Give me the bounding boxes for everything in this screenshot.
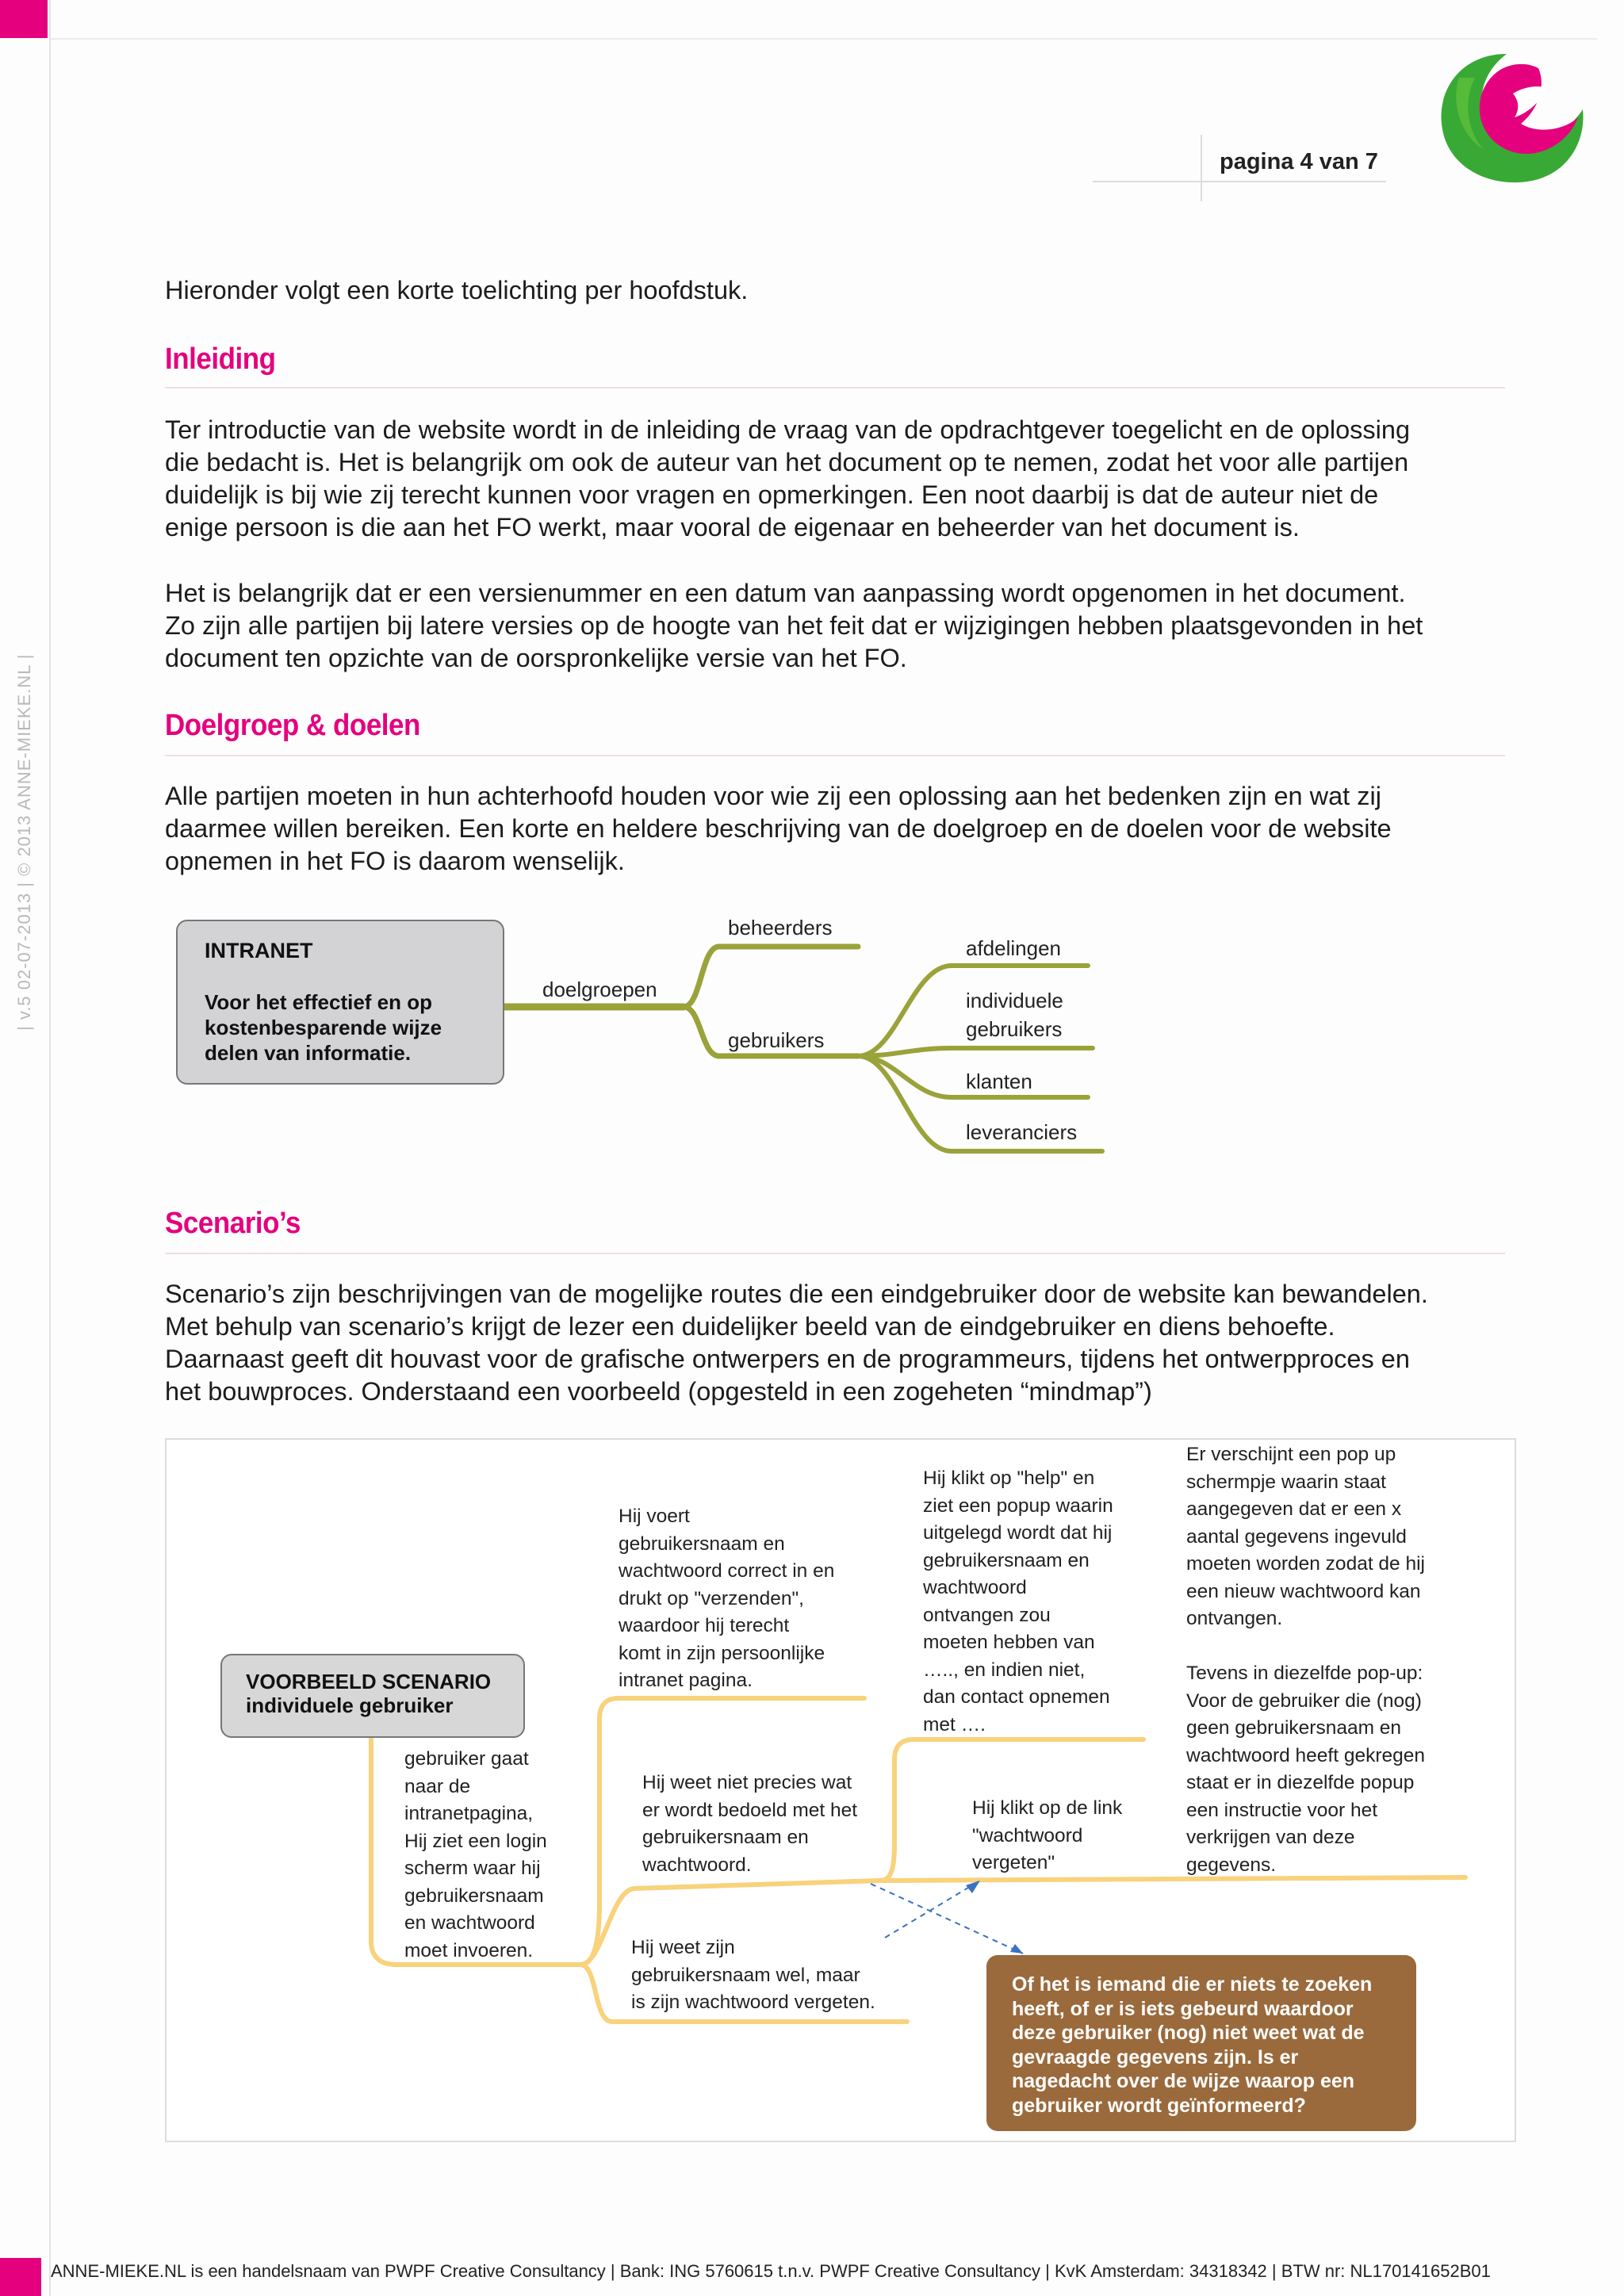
text-line: gebruikersnaam [404, 1885, 544, 1907]
text-line: Voor het effectief en op [205, 990, 432, 1014]
text-line: "wachtwoord [972, 1824, 1083, 1846]
text-line: Of het is iemand die er niets te zoeken [1012, 1973, 1373, 1996]
page-number: pagina 4 van 7 [1220, 149, 1378, 174]
text-line: een instructie voor het [1186, 1799, 1378, 1821]
text-line: individuele [966, 989, 1063, 1012]
text-line: daarmee willen bereiken. Een korte en heldere beschrijving van de doelgroep en de doelen voor de website [165, 814, 1392, 843]
text-line: Hij klikt op "help" en [923, 1468, 1095, 1489]
text-line: Er verschijnt een pop up [1186, 1444, 1396, 1465]
text-line: Hij ziet een login [404, 1830, 547, 1852]
text-line: opnemen in het FO is daarom wenselijk. [165, 847, 625, 875]
text-line: nagedacht over de wijze waarop een [1012, 2070, 1355, 2092]
paragraph [165, 1278, 1513, 1408]
text-line: er wordt bedoeld met het [642, 1799, 858, 1821]
label-klanten: klanten [966, 1070, 1032, 1093]
text-line: het bouwproces. Onderstaand een voorbeeld (opgesteld in een zogeheten “mindmap”) [165, 1377, 1152, 1406]
text-line: schermpje waarin staat [1186, 1471, 1386, 1493]
text-line: Met behulp van scenario’s krijgt de lezer een duidelijker beeld van de eindgebruiker en diens behoefte. [165, 1312, 1335, 1341]
text-line: Tevens in diezelfde pop-up: [1186, 1663, 1423, 1684]
version-side-text: | v.5 02-07-2013 | © 2013 ANNE-MIEKE.NL | [14, 653, 34, 1031]
text-line: intranetpagina, [404, 1803, 534, 1824]
text-line: VOORBEELD SCENARIO [246, 1670, 492, 1693]
logo-icon [1427, 46, 1586, 193]
text-line: ontvangen. [1186, 1608, 1283, 1629]
node-correct-login [619, 1503, 834, 1695]
text-line: met …. [923, 1713, 986, 1735]
heading-scenarios: Scenario’s [165, 1207, 301, 1240]
text-line: naar de [404, 1775, 471, 1797]
text-line: document ten opzichte van de oorspronkelijke versie van het FO. [165, 644, 907, 672]
question-callout [986, 1955, 1416, 2131]
label-leveranciers: leveranciers [966, 1120, 1078, 1144]
text-line: gevraagde gegevens zijn. Is er [1012, 2045, 1299, 2068]
node-help [923, 1465, 1113, 1739]
text-line: dan contact opnemen [923, 1686, 1110, 1708]
text-line: gebruikersnaam en [619, 1533, 785, 1555]
text-line: moeten worden zodat de hij [1186, 1553, 1425, 1575]
text-line: drukt op "verzenden", [619, 1587, 804, 1609]
corner-accent-bottom [0, 2258, 41, 2296]
label-afdelingen: afdelingen [966, 936, 1061, 960]
text-line: gebruiker gaat [404, 1748, 529, 1770]
text-line: uitgelegd wordt dat hij [923, 1522, 1113, 1544]
node-start [404, 1746, 547, 1965]
intranet-title: INTRANET [205, 939, 313, 962]
text-line: gegevens. [1186, 1854, 1277, 1876]
text-line: gebruikers [966, 1017, 1063, 1041]
text-line: Zo zijn alle partijen bij latere versies op de hoogte van het feit dat er wijzigingen hebben plaatsgevonden in het [165, 611, 1423, 640]
text-line: Daarnaast geeft dit houvast voor de grafische ontwerpers en de programmeurs, tijdens het ontwerpproces en [165, 1345, 1410, 1373]
text-line: wachtwoord [923, 1577, 1027, 1598]
text-line: Hij klikt op de link [972, 1797, 1123, 1819]
footer-text: ANNE-MIEKE.NL is een handelsnaam van PWPF Creative Consultancy | Bank: ING 5760615 t.n.v. PWPF Creative Consultancy | KvK Amsterdam: 34318342 | BTW nr: NL170141652B01 [51, 2261, 1491, 2281]
text-line: delen van informatie. [205, 1041, 412, 1065]
text-line: Ter introductie van de website wordt in de inleiding de vraag van de opdrachtgever toegelicht en de oplossing [165, 415, 1411, 444]
node-forgot-password [631, 1934, 875, 2017]
paragraph [165, 577, 1513, 675]
text-line: moeten hebben van [923, 1632, 1095, 1653]
text-line: individuele gebruiker [246, 1693, 454, 1717]
text-line: Alle partijen moeten in hun achterhoofd houden voor wie zij een oplossing aan het bedenken zijn en wat zij [165, 782, 1381, 810]
label-individuele-gebruikers [966, 988, 1063, 1042]
page-number-rule [1093, 181, 1386, 182]
corner-accent-top [0, 0, 48, 38]
text-line: Hij weet niet precies wat [642, 1772, 852, 1793]
text-line: heeft, of er is iets gebeurd waardoor [1012, 1997, 1354, 2020]
text-line: ontvangen zou [923, 1604, 1051, 1626]
text-line: en wachtwoord [404, 1912, 535, 1934]
text-line: ….., en indien niet, [923, 1659, 1086, 1681]
text-line: Voor de gebruiker die (nog) [1186, 1689, 1422, 1712]
text-line: komt in zijn persoonlijke [619, 1642, 825, 1664]
heading-rule [165, 387, 1505, 388]
text-line: Hij weet zijn [631, 1937, 735, 1958]
paragraph [165, 414, 1513, 544]
node-forgot-link [972, 1795, 1122, 1877]
heading-inleiding: Inleiding [165, 342, 276, 376]
text-line: ziet een popup waarin [923, 1494, 1113, 1517]
text-line: een nieuw wachtwoord kan [1186, 1580, 1421, 1602]
text-line: deze gebruiker (nog) niet weet wat de [1012, 2022, 1365, 2044]
text-line: vergeten" [972, 1852, 1055, 1873]
text-line: Scenario’s zijn beschrijvingen van de mogelijke routes die een eindgebruiker door de website kan bewandelen. [165, 1280, 1428, 1308]
text-line: geen gebruikersnaam en [1186, 1717, 1402, 1739]
label-doelgroepen: doelgroepen [542, 978, 657, 1001]
intranet-box [176, 920, 504, 1085]
scenario-box [220, 1654, 525, 1738]
text-line: aangegeven dat er een x [1186, 1498, 1402, 1520]
intro-text: Hieronder volgt een korte toelichting per hoofdstuk. [165, 276, 749, 304]
label-gebruikers: gebruikers [728, 1028, 825, 1052]
left-margin-rule [49, 0, 51, 2296]
label-beheerders: beheerders [728, 916, 833, 939]
text-line: scherm waar hij [404, 1858, 541, 1879]
text-line: wachtwoord. [642, 1854, 752, 1876]
text-line: die bedacht is. Het is belangrijk om ook de auteur van het document op te nemen, zodat het voor alle partijen [165, 448, 1409, 476]
text-line: waardoor hij terecht [619, 1615, 790, 1636]
top-margin-rule [51, 38, 1597, 40]
heading-rule [165, 755, 1505, 756]
heading-doelgroep: Doelgroep & doelen [165, 709, 420, 742]
question-text [1012, 1973, 1400, 2118]
scenario-title [246, 1670, 491, 1717]
text-line: kostenbesparende wijze [205, 1016, 442, 1039]
text-line: gebruikersnaam wel, maar [631, 1964, 860, 1986]
text-line: verkrijgen van deze [1186, 1827, 1355, 1848]
paragraph [165, 780, 1513, 878]
text-line: is zijn wachtwoord vergeten. [631, 1992, 875, 2013]
text-line: Het is belangrijk dat er een versienummer en een datum van aanpassing wordt opgenomen in het document. [165, 579, 1406, 607]
node-popup [1186, 1441, 1425, 1879]
intranet-description [205, 989, 490, 1066]
text-line: gebruiker wordt geïnformeerd? [1012, 2094, 1306, 2117]
text-line: wachtwoord correct in en [619, 1560, 835, 1582]
text-line: staat er in diezelfde popup [1186, 1772, 1415, 1793]
text-line: gebruikersnaam en [923, 1549, 1090, 1571]
text-line: gebruikersnaam en [642, 1827, 809, 1848]
text-line [1186, 1633, 1425, 1661]
text-line: intranet pagina. [619, 1670, 753, 1691]
text-line: duidelijk is bij wie zij terecht kunnen voor vragen en opmerkingen. Een noot daarbij is dat de auteur niet de [165, 480, 1379, 509]
page-number-divider [1201, 135, 1202, 201]
text-line: enige persoon is die aan het FO werkt, maar vooral de eigenaar en beheerder van het document is. [165, 513, 1300, 541]
text-line: moet invoeren. [404, 1939, 534, 1961]
heading-rule [165, 1253, 1505, 1254]
node-unsure [642, 1770, 857, 1879]
text-line: aantal gegevens ingevuld [1186, 1525, 1407, 1548]
text-line: Hij voert [619, 1506, 690, 1527]
text-line: wachtwoord heeft gekregen [1186, 1744, 1425, 1766]
